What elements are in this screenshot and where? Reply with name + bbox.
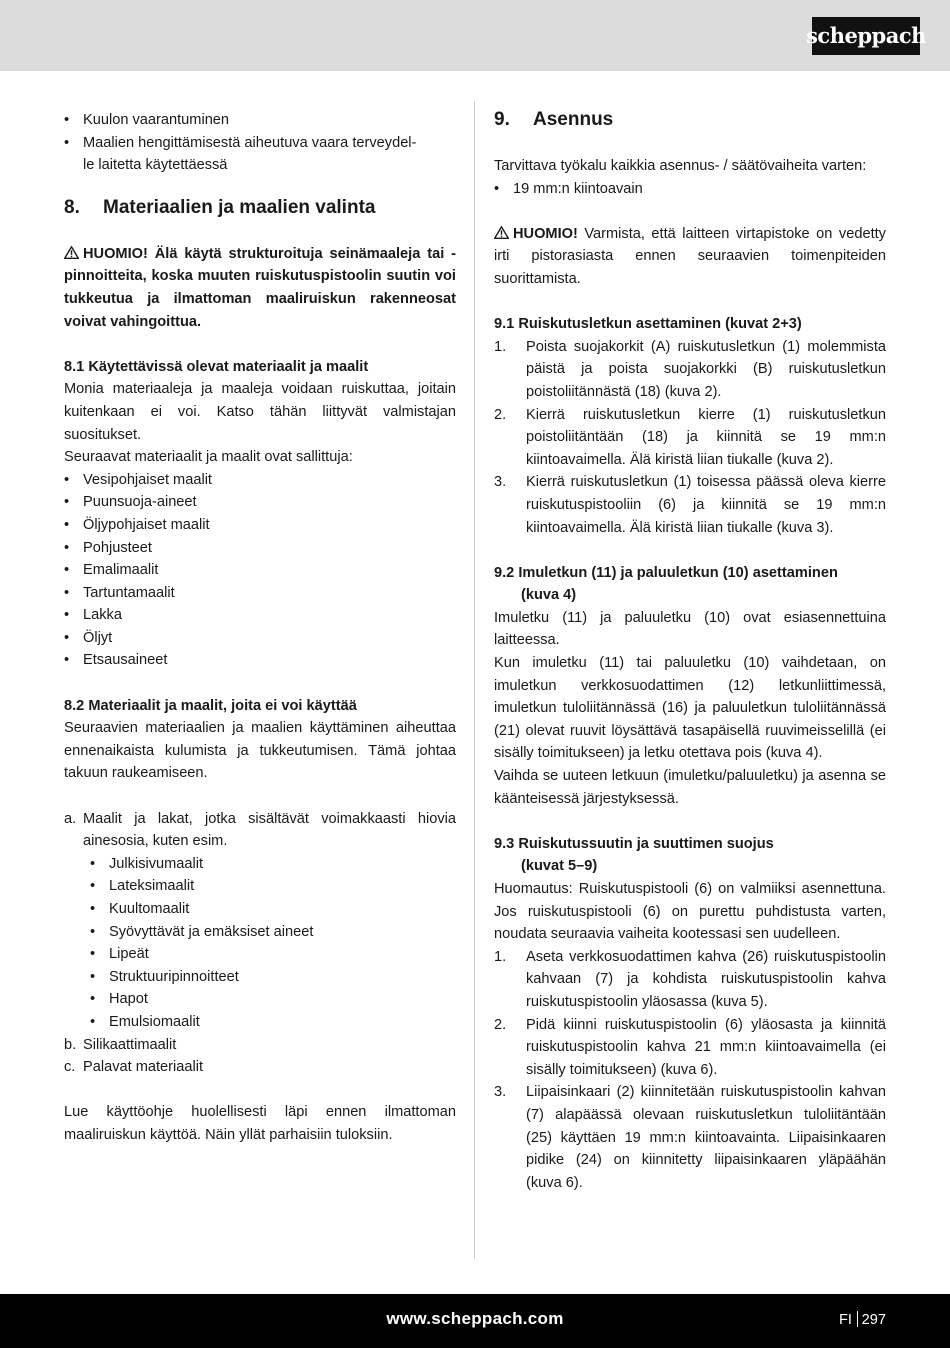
list-item-b <box>64 1034 456 1057</box>
list-item: • Tartuntamaalit <box>64 582 456 605</box>
warning-block <box>494 223 886 291</box>
left-column <box>64 109 456 1147</box>
section-9-2-heading-cont: (kuva 4) <box>521 587 577 604</box>
step-item <box>494 946 886 1014</box>
brand-logo: scheppach <box>812 17 920 55</box>
step-item <box>494 1014 886 1082</box>
step-number: 1. <box>494 948 507 965</box>
step-item <box>494 404 886 472</box>
warning-icon <box>494 226 509 239</box>
list-item: • Öljyt <box>64 627 456 650</box>
step-number: 2. <box>494 1016 507 1033</box>
section-9-heading <box>494 109 886 154</box>
list-item-text: Maalit ja lakat, jotka sisältävät voimakkaasti hiovia ainesosia, kuten esim. <box>83 810 456 850</box>
sub-list-item: • Lipeät <box>64 943 456 966</box>
section-8-2-heading: 8.2 Materiaalit ja maalit, joita ei voi käyttää <box>64 697 357 714</box>
step-number: 3. <box>494 1084 507 1101</box>
list-item: • Öljypohjaiset maalit <box>64 514 456 537</box>
warning-lead: HUOMIO! <box>83 245 148 262</box>
sub-list-item: • Syövyttävät ja emäksiset aineet <box>64 921 456 944</box>
step-number: 2. <box>494 406 507 423</box>
right-column <box>494 109 886 1194</box>
warning-text: Älä käytä strukturoituja seinämaaleja tai -pinnoitteita, koska muuten ruiskutuspistoolin suutin voi tukkeutua ja ilmattoman maaliruiskun rakenneosat voivat vahingoittua. <box>64 245 456 330</box>
section-title: Asennus <box>533 109 614 130</box>
list-item: • Etsausaineet <box>64 649 456 672</box>
section-title: Materiaalien ja maalien valinta <box>103 196 376 218</box>
section-9-2-para: Kun imuletku (11) tai paluuletku (10) vaihdetaan, on imuletkun verkkosuodattimen (12) letkunliittimessä, imuletkun tuloliitännässä (16) ja paluuletkun tuloliitännässä (21) olevat ruuvit löysättävä tasapäisellä ruuvimeisselillä (ei sisälly toimitukseen) ja letku otettava pois (kuva 4). <box>494 655 886 762</box>
section-9-2-heading: 9.2 Imuletkun (11) ja paluuletkun (10) asettaminen <box>494 564 838 581</box>
sub-list-item: • Struktuuripinnoitteet <box>64 966 456 989</box>
list-item: • Maalien hengittämisestä aiheutuva vaara terveydel- le laitetta käytettäessä <box>64 132 456 177</box>
list-item: • 19 mm:n kiintoavain <box>494 178 886 201</box>
footer-url-link[interactable]: www.scheppach.com <box>386 1309 564 1328</box>
section-number: 8. <box>64 196 80 218</box>
warning-text: Varmista, että laitteen virtapistoke on vedetty irti pistorasiasta ennen seuraavien toimenpiteiden suorittamista. <box>494 225 886 287</box>
step-item <box>494 471 886 539</box>
list-item-text: Silikaattimaalit <box>83 1036 177 1053</box>
footer-separator <box>857 1311 858 1327</box>
step-number: 3. <box>494 474 507 491</box>
section-8-heading <box>64 197 456 242</box>
sub-list-item: • Julkisivumaalit <box>64 853 456 876</box>
list-item-c <box>64 1056 456 1079</box>
footer-language: FI <box>839 1312 852 1328</box>
footer-bar <box>0 1294 950 1348</box>
step-text: Aseta verkkosuodattimen kahva (26) ruiskutuspistoolin kahvaan (7) ja kohdista ruiskutuspistoolin kahva ruiskutuspistoolin yläosassa (kuva 5). <box>526 948 886 1010</box>
list-item: • Emalimaalit <box>64 559 456 582</box>
section-8-1-para: Monia materiaaleja ja maaleja voidaan ruiskuttaa, joitain kuitenkaan ei voi. Katso tähän liittyvät valmistajan suositukset. <box>64 381 456 443</box>
section-9-3-para: Huomautus: Ruiskutuspistooli (6) on valmiiksi asennettuna. Jos ruiskutuspistooli (6) on purettu puhdistusta varten, noudata seuraavia vaiheita kootessasi sen uudelleen. <box>494 881 886 943</box>
section-9-1-heading: 9.1 Ruiskutusletkun asettaminen (kuvat 2+3) <box>494 316 802 333</box>
list-item: • Lakka <box>64 604 456 627</box>
tools-intro: Tarvittava työkalu kaikkia asennus- / säätövaiheita varten: <box>494 158 867 174</box>
sub-list-item: • Lateksimaalit <box>64 875 456 898</box>
list-item: • Puunsuoja-aineet <box>64 491 456 514</box>
step-text: Liipaisinkaari (2) kiinnitetään ruiskutuspistoolin kahvan (7) alapäässä olevaan ruiskutusletkun tuloliitäntään (25) käyttäen 19 mm:n kiintoavainta. Liipaisinkaaren pidike (24) on kiinnitetty liipaisinkaaren yläpäähän (kuva 6). <box>526 1084 886 1191</box>
step-number: 1. <box>494 338 507 355</box>
section-8-1-list-intro: Seuraavat materiaalit ja maalit ovat sallittuja: <box>64 449 353 466</box>
step-item <box>494 1081 886 1194</box>
section-9-2-para: Vaihda se uuteen letkuun (imuletku/paluuletku) ja asenna se käänteisessä järjestyksessä. <box>494 768 886 807</box>
list-item: • Pohjusteet <box>64 537 456 560</box>
step-text: Pidä kiinni ruiskutuspistoolin (6) yläosasta ja kiinnitä ruiskutuspistoolin kahva 21 mm:n kiintoavaimella (ei sisälly toimitukseen) (kuva 6). <box>526 1016 886 1078</box>
step-item <box>494 336 886 404</box>
step-text: Poista suojakorkit (A) ruiskutusletkun (1) molemmista päistä ja poista suojakorkki (B) ruiskutusletkun poistoliitännästä (18) (kuva 2). <box>526 338 886 400</box>
warning-icon <box>64 246 79 259</box>
section-9-3-heading-cont: (kuvat 5–9) <box>521 858 598 875</box>
section-9-3-heading: 9.3 Ruiskutussuutin ja suuttimen suojus <box>494 835 774 852</box>
list-marker: c. <box>64 1059 76 1076</box>
sub-list-item: • Hapot <box>64 988 456 1011</box>
closing-para: Lue käyttöohje huolellisesti läpi ennen ilmattoman maaliruiskun käyttöä. Näin yllät parhaisiin tuloksiin. <box>64 1104 456 1143</box>
warning-lead: HUOMIO! <box>513 225 578 242</box>
list-item-text: Palavat materiaalit <box>83 1059 204 1076</box>
list-item: • Kuulon vaarantuminen <box>64 109 456 132</box>
section-number: 9. <box>494 109 510 130</box>
list-marker: a. <box>64 810 77 827</box>
sub-list-item: • Emulsiomaalit <box>64 1011 456 1034</box>
warning-block <box>64 243 456 333</box>
list-item: • Vesipohjaiset maalit <box>64 469 456 492</box>
step-text: Kierrä ruiskutusletkun (1) toisessa päässä oleva kierre ruiskutuspistooliin (6) ja kiinnitä se 19 mm:n kiintoavaimella. Älä kiristä liian tiukalle (kuva 3). <box>526 474 886 536</box>
sub-list-item: • Kuultomaalit <box>64 898 456 921</box>
section-8-1-heading: 8.1 Käytettävissä olevat materiaalit ja maalit <box>64 358 369 375</box>
page-number: 297 <box>861 1312 886 1328</box>
section-8-2-para: Seuraavien materiaalien ja maalien käyttäminen aiheuttaa ennenaikaista kulumista ja tukkeutumisen. Tämä johtaa takuun raukeamiseen. <box>64 720 456 782</box>
list-item-a <box>64 808 456 853</box>
list-marker: b. <box>64 1036 77 1053</box>
section-9-2-para: Imuletku (11) ja paluuletku (10) ovat esiasennettuina laitteessa. <box>494 609 886 649</box>
step-text: Kierrä ruiskutusletkun kierre (1) ruiskutusletkun poistoliitäntään (18) ja kiinnitä se 19 mm:n kiintoavaimella. Älä kiristä liian tiukalle (kuva 2). <box>526 406 886 468</box>
column-divider <box>474 101 475 1259</box>
